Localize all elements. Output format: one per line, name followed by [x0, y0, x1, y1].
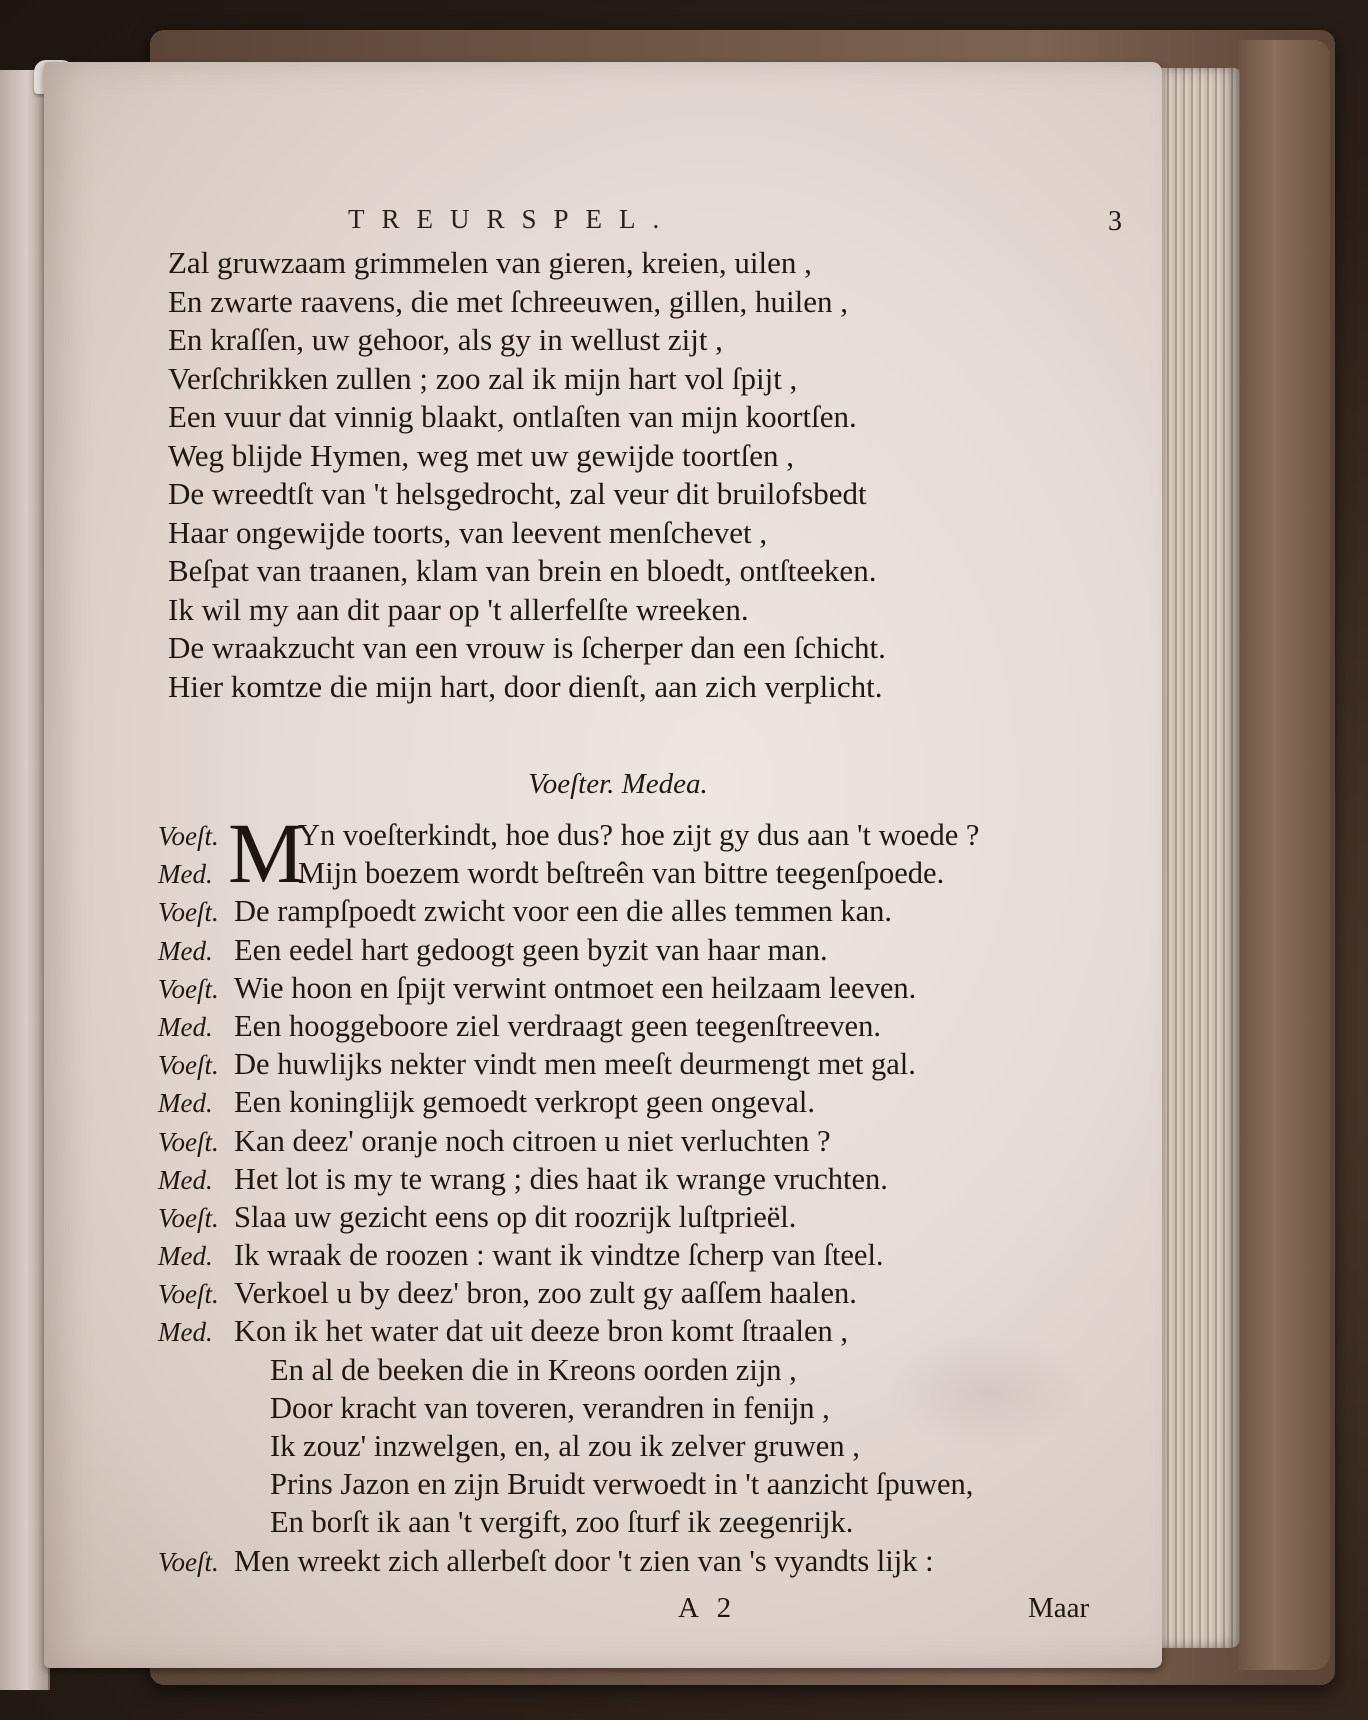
speaker-label: Voeſt.: [158, 1126, 219, 1157]
dialogue-text: Door kracht van toveren, verandren in fenijn ,: [270, 1390, 830, 1425]
dialogue-text: Kan deez' oranje noch citroen u niet verluchten ?: [234, 1123, 831, 1158]
speaker-label: Voeſt.: [158, 1050, 219, 1081]
dialogue-line: [158, 816, 1138, 854]
dialogue-text: Slaa uw gezicht eens op dit roozrijk luſtprieël.: [234, 1199, 797, 1234]
speaker-label: Med.: [158, 1011, 213, 1042]
dialogue-text: Verkoel u by deez' bron, zoo zult gy aaſſem haalen.: [234, 1276, 857, 1311]
dialogue-line: [158, 1122, 1138, 1160]
page-text-block: [118, 132, 1138, 1632]
verse-line: En zwarte raavens, die met ſchreeuwen, gillen, huilen ,: [168, 283, 849, 319]
scene-heading: Voeſter. Medea.: [528, 768, 708, 800]
dialogue-text: Een hooggeboore ziel verdraagt geen teegenſtreeven.: [234, 1008, 881, 1043]
verse-line: Haar ongewijde toorts, van leevent menſchevet ,: [168, 514, 768, 550]
dialogue-line: [158, 1083, 1138, 1121]
dialogue-line: [158, 1503, 1138, 1541]
dialogue-text: Een eedel hart gedoogt geen byzit van haar man.: [234, 932, 828, 967]
drop-capital: M: [228, 805, 305, 901]
page-number: 3: [1108, 206, 1122, 237]
verse-line: Zal gruwzaam grimmelen van gieren, kreien, uilen ,: [168, 245, 812, 280]
speaker-label: Med.: [158, 1164, 213, 1195]
catchword: Maar: [1028, 1592, 1090, 1624]
dialogue-text: Yn voeſterkindt, hoe dus? hoe zijt gy dus aan 't woede ?: [298, 818, 980, 852]
speaker-label: Voeſt.: [158, 973, 219, 1004]
speaker-label: Med.: [158, 1241, 213, 1272]
verse-line: Beſpat van traanen, klam van brein en bloedt, ontſteeken.: [168, 553, 877, 588]
speaker-label: Voeſt.: [158, 821, 219, 851]
dialogue-block: [158, 805, 1138, 1580]
dialogue-text: Het lot is my te wrang ; dies haat ik wrange vruchten.: [234, 1161, 888, 1196]
verse-line: Een vuur dat vinnig blaakt, ontlaſten van mijn koortſen.: [168, 399, 857, 434]
speaker-label: Med.: [158, 935, 213, 966]
speaker-label: Voeſt.: [158, 1279, 219, 1310]
dialogue-text: Een koninglijk gemoedt verkropt geen ongeval.: [234, 1085, 816, 1120]
book-spine: [1238, 40, 1330, 1670]
dialogue-line: [158, 1045, 1138, 1083]
dialogue-line: [158, 1465, 1138, 1503]
dialogue-text: Men wreekt zich allerbeſt door 't zien van 's vyandts lijk :: [234, 1543, 934, 1578]
show-through-stain: [888, 1332, 1088, 1452]
dialogue-line: [158, 969, 1138, 1007]
dialogue-text: Prins Jazon en zijn Bruidt verwoedt in 't aanzicht ſpuwen,: [270, 1467, 974, 1502]
speaker-label: Voeſt.: [158, 897, 219, 928]
running-head: [118, 204, 1122, 244]
speaker-label: Med.: [158, 859, 213, 890]
speaker-label: Med.: [158, 1088, 213, 1119]
speaker-label: Voeſt.: [158, 1546, 219, 1577]
dialogue-line: [158, 1274, 1138, 1312]
verse-line: De wraakzucht van een vrouw is ſcherper dan een ſchicht.: [168, 630, 886, 665]
verse-line: Weg blijde Hymen, weg met uw gewijde toortſen ,: [168, 437, 794, 473]
dialogue-text: En borſt ik aan 't vergift, zoo ſturf ik zeegenrijk.: [270, 1505, 854, 1540]
facing-page-edge: [0, 70, 50, 1690]
dialogue-text: En al de beeken die in Kreons oorden zijn ,: [270, 1352, 797, 1387]
running-title: TREURSPEL.: [348, 204, 677, 234]
speaker-label: Med.: [158, 1317, 213, 1348]
verse-line: Ik wil my aan dit paar op 't allerfelſte wreeken.: [168, 591, 749, 627]
verse-line: Verſchrikken zullen ; zoo zal ik mijn hart vol ſpijt ,: [168, 360, 798, 396]
dialogue-text: De rampſpoedt zwicht voor een die alles temmen kan.: [234, 894, 893, 929]
dialogue-text: Kon ik het water dat uit deeze bron komt ſtraalen ,: [234, 1314, 849, 1349]
signature-mark: A 2: [678, 1592, 738, 1624]
dialogue-line: [158, 1236, 1138, 1274]
verse-block: [168, 244, 1128, 706]
speaker-label: Voeſt.: [158, 1202, 219, 1233]
dialogue-text: Mijn boezem wordt beſtreên van bittre teegenſpoede.: [298, 856, 945, 891]
dialogue-text: Wie hoon en ſpijt verwint ontmoet een heilzaam leeven.: [234, 970, 917, 1005]
verse-line: En kraſſen, uw gehoor, als gy in wellust zijt ,: [168, 322, 723, 357]
dialogue-text: De huwlijks nekter vindt men meeſt deurmengt met gal.: [234, 1047, 916, 1082]
dialogue-line: [158, 892, 1138, 930]
verse-line: Hier komtze die mijn hart, door dienſt, aan zich verplicht.: [168, 668, 883, 704]
book-page: [44, 62, 1162, 1668]
dialogue-line: [158, 931, 1138, 969]
dialogue-text: Ik zouz' inzwelgen, en, al zou ik zelver gruwen ,: [270, 1429, 860, 1463]
dialogue-line: [158, 1160, 1138, 1198]
dialogue-text: Ik wraak de roozen : want ik vindtze ſcherp van ſteel.: [234, 1238, 884, 1273]
page-footer: [118, 1592, 1128, 1632]
dialogue-line: [158, 1542, 1138, 1580]
dialogue-line: [158, 1007, 1138, 1045]
dialogue-line: [158, 1198, 1138, 1236]
dialogue-line: [158, 854, 1138, 892]
verse-line: De wreedtſt van 't helsgedrocht, zal veur dit bruilofsbedt: [168, 476, 867, 511]
